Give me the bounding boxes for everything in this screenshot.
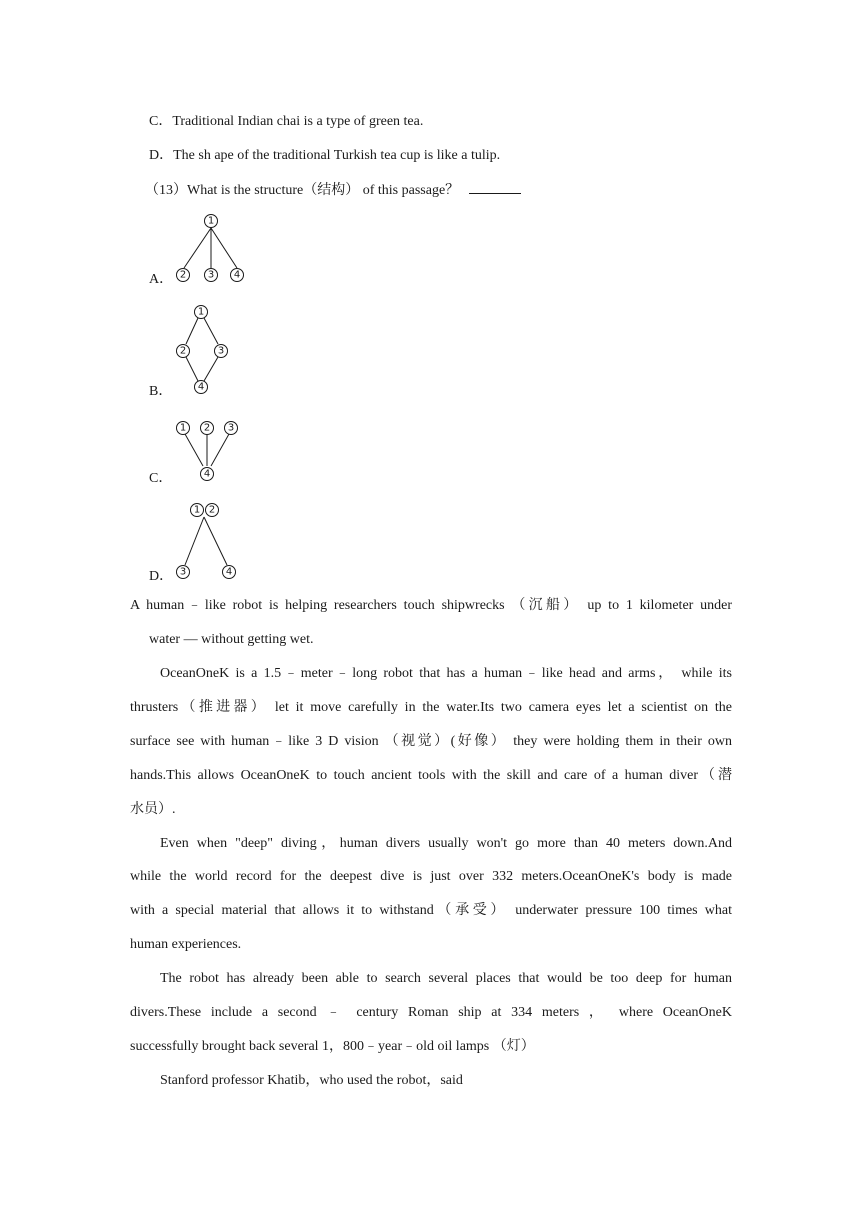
passage-line: Stanford professor Khatib，who used the robot，said: [160, 1073, 463, 1088]
passage-line: human experiences.: [130, 937, 242, 952]
diagram-b-node-label: 1: [197, 306, 205, 318]
diagram-d-edge: [204, 517, 227, 565]
diagram-b-edge: [204, 318, 218, 344]
option-d-label: D．: [149, 569, 174, 584]
diagram-b-node-label: 4: [197, 381, 205, 393]
diagram-a-node-label: 2: [179, 269, 187, 281]
diagram-d-edge: [185, 517, 204, 565]
passage-line: hands.This allows OceanOneK to touch ancient tools with the skill and care of a human diver（潜: [130, 768, 732, 783]
diagram-a-node-label: 1: [207, 215, 215, 227]
passage-line: 水员）.: [130, 802, 176, 817]
structure-diagram-a: [170, 210, 250, 285]
diagram-b-node-label: 3: [217, 345, 225, 357]
question-13-text: （13）What is the structure（结构） of this passage？: [145, 183, 460, 198]
answer-blank: [469, 181, 521, 194]
question-13-stem: [145, 181, 521, 200]
diagram-a-node-label: 3: [207, 269, 215, 281]
passage-line: water — without getting wet.: [149, 632, 314, 647]
passage-line: thrusters（推进器） let it move carefully in the water.Its two camera eyes let a scientist on the: [130, 700, 732, 715]
diagram-c-node-label: 4: [203, 468, 211, 480]
passage-line: divers.These include a second ﹣ century Roman ship at 334 meters ， where OceanOneK: [130, 1005, 732, 1020]
diagram-d-node-label: 3: [179, 566, 187, 578]
option-b-label: B．: [149, 384, 173, 399]
passage-line: surface see with human﹣like 3 D vision （视觉）(好像） they were holding them in their own: [130, 734, 732, 749]
diagram-c-edge: [211, 434, 229, 466]
structure-diagram-b: [170, 302, 240, 397]
passage-line: while the world record for the deepest dive is just over 332 meters.OceanOneK's body is made: [130, 869, 732, 884]
diagram-a-edge: [184, 228, 211, 268]
diagram-b-node-label: 2: [179, 345, 187, 357]
passage-line: A human﹣like robot is helping researchers touch shipwrecks （沉船） up to 1 kilometer under: [130, 598, 732, 613]
passage-line: OceanOneK is a 1.5﹣meter﹣long robot that has a human﹣like head and arms， while its: [160, 666, 732, 681]
diagram-b-edge: [186, 357, 198, 381]
diagram-a-edge: [211, 228, 237, 268]
diagram-c-node-label: 1: [179, 422, 187, 434]
structure-diagram-d: [170, 500, 245, 585]
passage-line: Even when "deep" diving，human divers usually won't go more than 40 meters down.And: [160, 836, 732, 851]
option-c: C．Traditional Indian chai is a type of green tea.: [149, 114, 424, 129]
passage-line: with a special material that allows it to withstand（承受） underwater pressure 100 times what: [130, 903, 732, 918]
passage-line: The robot has already been able to search several places that would be too deep for human: [160, 971, 732, 986]
diagram-d-node-label: 2: [208, 504, 216, 516]
diagram-c-node-label: 3: [227, 422, 235, 434]
diagram-d-node-label: 4: [225, 566, 233, 578]
diagram-b-edge: [186, 318, 198, 344]
diagram-c-node-label: 2: [203, 422, 211, 434]
passage-line: successfully brought back several 1，800﹣year﹣old oil lamps （灯）: [130, 1039, 535, 1054]
diagram-d-node-label: 1: [193, 504, 201, 516]
diagram-c-edge: [185, 434, 203, 466]
diagram-a-node-label: 4: [233, 269, 241, 281]
option-d: D．The sh ape of the traditional Turkish tea cup is like a tulip.: [149, 148, 501, 163]
diagram-b-edge: [204, 357, 218, 381]
structure-diagram-c: [170, 418, 245, 483]
option-c-label: C．: [149, 471, 173, 486]
option-a-label: A．: [149, 272, 174, 287]
